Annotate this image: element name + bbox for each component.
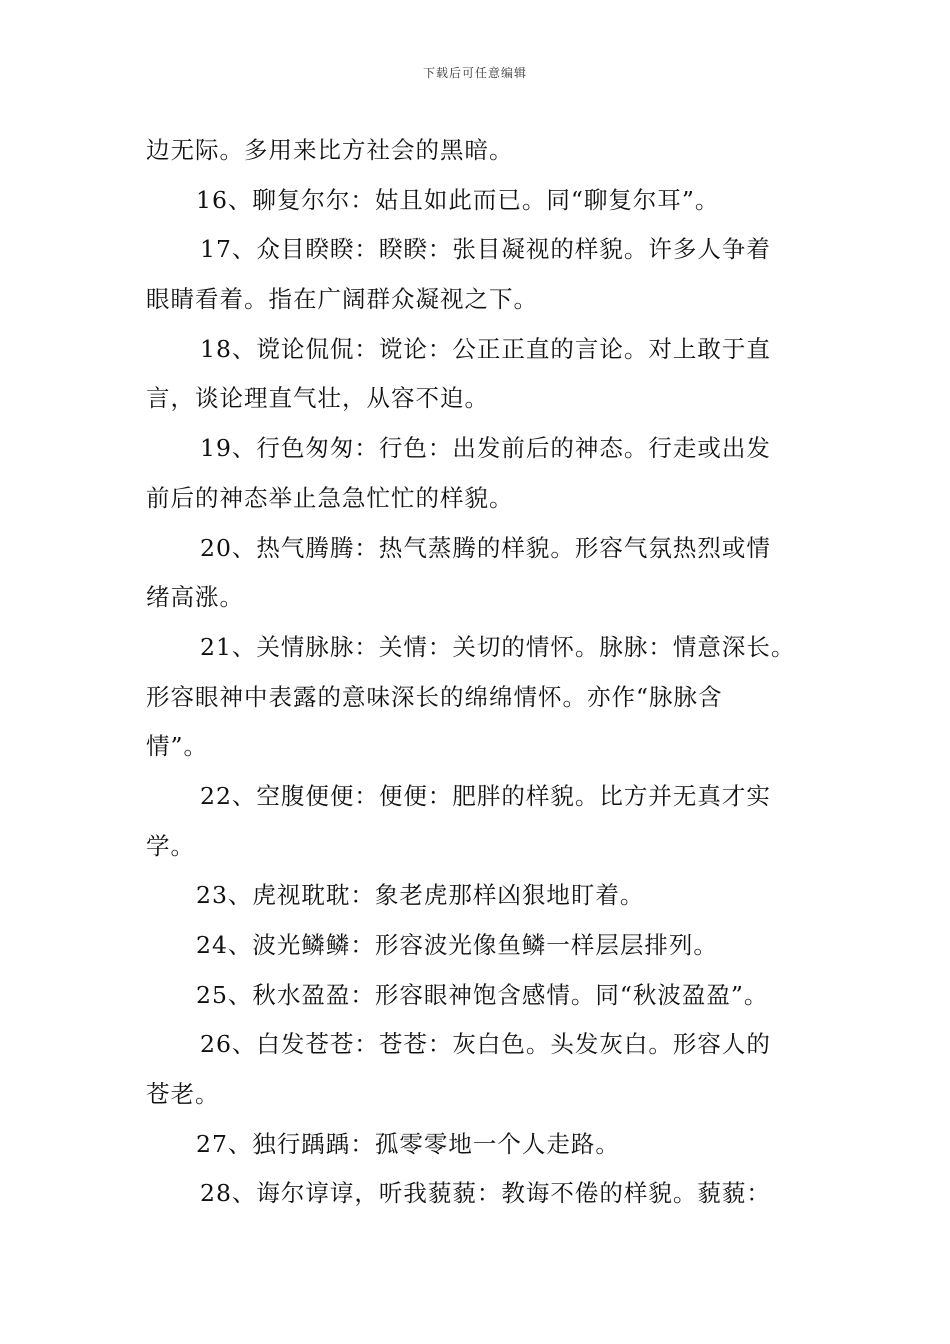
text-line: 苍老。 (146, 1080, 220, 1109)
document-body (146, 126, 826, 1219)
text-line: 绪高涨。 (146, 583, 244, 612)
text-line: 18、谠论侃侃：谠论：公正正直的言论。对上敢于直 (200, 334, 771, 363)
text-line: 形容眼神中表露的意味深长的绵绵情怀。亦作“脉脉含 (146, 682, 723, 711)
text-line: 23、虎视耽耽：象老虎那样凶狠地盯着。 (196, 881, 645, 910)
text-line: 25、秋水盈盈：形容眼神饱含感情。同“秋波盈盈”。 (196, 980, 769, 1009)
text-line: 28、诲尔谆谆，听我藐藐：教诲不倦的样貌。藐藐： (200, 1179, 771, 1208)
text-line: 20、热气腾腾：热气蒸腾的样貌。形容气氛热烈或情 (200, 533, 771, 562)
text-line: 17、众目睽睽：睽睽：张目凝视的样貌。许多人争着 (200, 235, 771, 264)
page-header: 下载后可任意编辑 (422, 66, 527, 80)
text-line: 16、聊复尔尔：姑且如此而已。同“聊复尔耳”。 (196, 185, 720, 214)
text-line: 19、行色匆匆：行色：出发前后的神态。行走或出发 (200, 434, 771, 463)
text-line: 27、独行踽踽：孤零零地一个人走路。 (196, 1129, 620, 1158)
text-line: 22、空腹便便：便便：肥胖的样貌。比方并无真才实 (200, 781, 771, 810)
text-line: 24、波光鳞鳞：形容波光像鱼鳞一样层层排列。 (196, 931, 718, 959)
text-line: 前后的神态举止急急忙忙的样貌。 (146, 483, 514, 512)
text-line: 眼睛看着。指在广阔群众凝视之下。 (146, 285, 538, 314)
text-line: 学。 (146, 831, 195, 860)
text-line: 情”。 (146, 732, 209, 761)
text-line: 边无际。多用来比方社会的黑暗。 (146, 136, 514, 164)
text-line: 26、白发苍苍：苍苍：灰白色。头发灰白。形容人的 (200, 1030, 771, 1059)
text-line: 言，谈论理直气壮，从容不迫。 (146, 384, 489, 413)
text-line: 21、关情脉脉：关情：关切的情怀。脉脉：情意深长。 (200, 632, 796, 661)
